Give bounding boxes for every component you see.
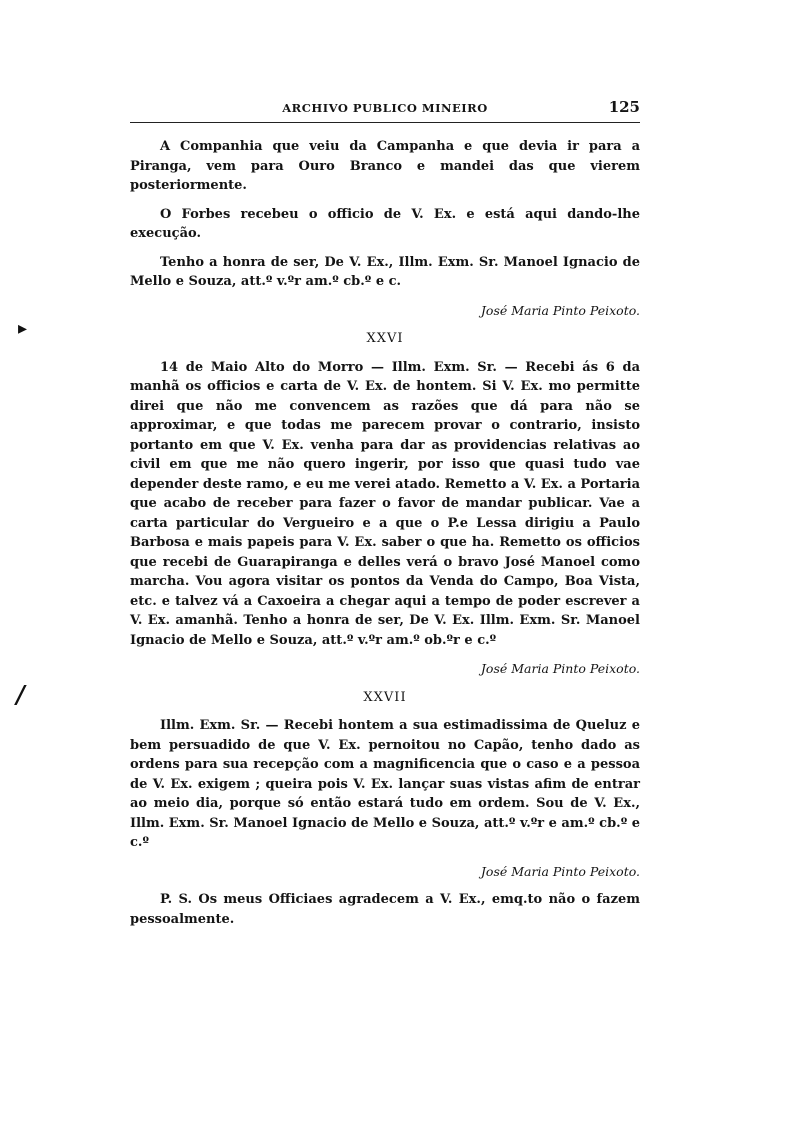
letter-1-signature: José Maria Pinto Peixoto. <box>480 302 640 318</box>
letter-2-paragraph-1: 14 de Maio Alto do Morro — Illm. Exm. Sr. — Recebi ás 6 da manhã os officios e carta de V. Ex. de hontem. Si V. Ex. mo permitte direi que não me convencem as razões que dá para não se approximar, e que todas me parecem provar o contrario, insisto portanto em que V. Ex. venha para dar as providencias relativas ao civil em que me não quero ingerir, por isso que quasi tudo vae depender deste ramo, e eu me verei atado. Remetto a V. Ex. a Portaria que acabo de receber para fazer o favor de mandar publicar. Vae a carta particular do Vergueiro e a que o P.e Lessa dirigiu a Paulo Barbosa e mais papeis para V. Ex. saber o que ha. Remetto os officios que recebi de Guarapiranga e delles verá o bravo José Manoel como marcha. Vou agora visitar os pontos da Venda do Campo, Boa Vista, etc. e talvez vá a Caxoeira a chegar aqui a tempo de poder escrever a V. Ex. amanhã. Tenho a honra de ser, De V. Ex. Illm. Exm. Sr. Manoel Ignacio de Mello e Souza, att.º v.ºr am.º ob.ºr e c.º <box>130 359 640 648</box>
letter-1-paragraph-1: A Companhia que veiu da Campanha e que devia ir para a Piranga, vem para Ouro Branco e mandei das que vierem posteriormente. <box>130 139 640 193</box>
letter-3-signature: José Maria Pinto Peixoto. <box>480 863 640 879</box>
letter-1-paragraph-2: O Forbes recebeu o officio de V. Ex. e está aqui dando-lhe execução. <box>130 206 640 241</box>
page-number: 125 <box>608 98 640 116</box>
section-title-xxvi: XXVI <box>366 331 404 346</box>
margin-mark-arrow: ▸ <box>18 318 28 339</box>
letter-1-paragraph-3: Tenho a honra de ser, De V. Ex., Illm. Exm. Sr. Manoel Ignacio de Mello e Souza, att.º v.ºr am.º cb.º e c. <box>130 254 640 289</box>
header-rule <box>130 122 640 123</box>
letter-2-signature: José Maria Pinto Peixoto. <box>480 661 640 676</box>
letter-3-postscript: P. S. Os meus Officiaes agradecem a V. Ex., emq.to não o fazem pessoalmente. <box>130 892 640 927</box>
section-title-xxvii: XXVII <box>363 689 407 705</box>
page-body <box>130 137 640 938</box>
running-head: ARCHIVO PUBLICO MINEIRO <box>282 101 488 115</box>
letter-3-paragraph-1: Illm. Exm. Sr. — Recebi hontem a sua estimadissima de Queluz e bem persuadido de que V. Ex. pernoitou no Capão, tenho dado as ordens para sua recepção com a magnificencia que o caso e a pessoa de V. Ex. exigem ; queira pois V. Ex. lançar suas vistas afim de entrar ao meio dia, porque só então estará tudo em ordem. Sou de V. Ex., Illm. Exm. Sr. Manoel Ignacio de Mello e Souza, att.º v.ºr e am.º cb.º e c.º <box>130 718 640 850</box>
margin-mark-stroke: / <box>16 680 25 709</box>
page-header <box>130 99 640 121</box>
